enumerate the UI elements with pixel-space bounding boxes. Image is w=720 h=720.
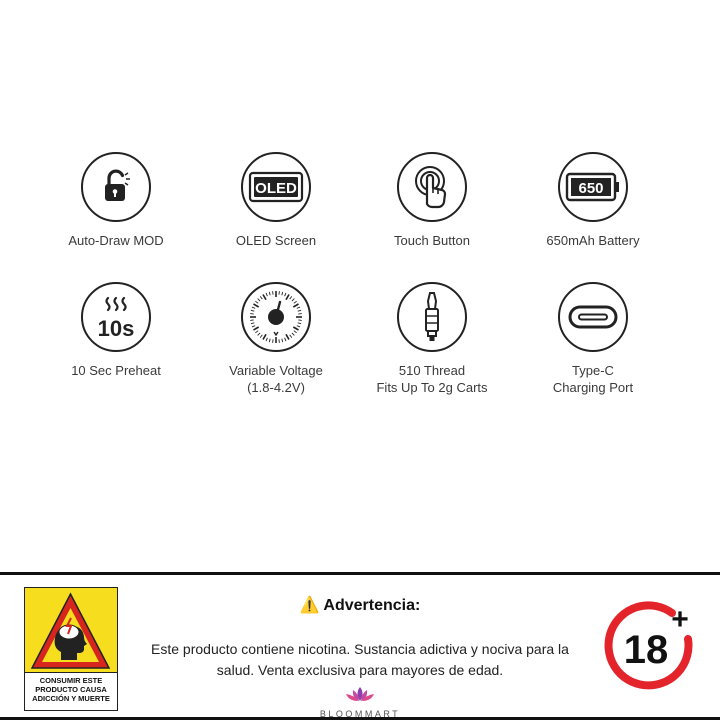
feature-icon-circle: [241, 152, 311, 222]
feature-variable-voltage: [196, 282, 356, 396]
dial-tick: [282, 292, 283, 295]
preheat-text: 10s: [97, 316, 135, 341]
feature-oled-screen: [196, 152, 356, 249]
warning-triangle-icon: ⚠️: [299, 597, 320, 614]
feature-icon-circle: [558, 282, 628, 352]
brand-logo: [300, 685, 420, 719]
dial-tick: [255, 331, 258, 333]
preheat-icon: [91, 292, 141, 342]
dial-tick: [294, 301, 297, 303]
feature-icon-circle: [81, 152, 151, 222]
dial-tick: [251, 323, 254, 324]
dial-tick: [266, 338, 267, 341]
dial-tick: [269, 292, 270, 295]
feature-icon-circle: [81, 282, 151, 352]
dial-tick: [260, 335, 262, 338]
dial-tick: [290, 335, 292, 338]
age-18-plus-badge: [602, 599, 698, 695]
feature-icon-circle: [397, 282, 467, 352]
open-padlock-icon: [96, 167, 136, 207]
feature-label: Auto-Draw MOD: [68, 233, 164, 248]
feature-label: Variable Voltage (1.8-4.2V): [229, 363, 323, 395]
battery-text: 650: [578, 180, 604, 197]
dial-tick: [286, 334, 289, 339]
dial-tick: [252, 326, 255, 327]
dial-tick: [253, 304, 258, 307]
warning-title: ⚠️ Advertencia:: [299, 597, 421, 614]
feature-label: OLED Screen: [235, 233, 317, 248]
feature-preheat: [36, 282, 196, 379]
feature-510-thread: [352, 282, 512, 396]
dial-tick: [255, 301, 258, 303]
dial-tick: [298, 323, 301, 324]
dial-tick: [293, 304, 298, 307]
dial-tick: [298, 310, 301, 311]
dial-tick: [258, 333, 260, 335]
battery-icon: [565, 171, 621, 203]
warning-sign-text: CONSUMIR ESTE PRODUCTO CAUSA ADICCIÓN Y MUERTE: [25, 672, 117, 710]
feature-label: 510 Thread Fits Up To 2g Carts: [376, 363, 488, 395]
dial-tick: [294, 331, 297, 333]
feature-label: 650mAh Battery: [546, 233, 640, 248]
usb-c-port-icon: [567, 304, 619, 330]
feature-icon-circle: [241, 282, 311, 352]
warning-banner: [0, 572, 720, 720]
warning-body: Este producto contiene nicotina. Sustancia adictiva y nociva para la salud. Venta exclusiva para mayores de edad.: [151, 641, 569, 678]
dial-tick: [297, 326, 300, 327]
dial-tick: [263, 294, 266, 299]
feature-icon-circle: [397, 152, 467, 222]
dial-tick: [293, 327, 298, 330]
dial-tick: [286, 294, 289, 299]
age-badge-plus: +: [671, 603, 689, 636]
dial-tick: [285, 293, 286, 296]
dial-tick: [285, 338, 286, 341]
feature-auto-draw: [36, 152, 196, 249]
dial-tick: [252, 307, 255, 308]
oled-screen-icon: [248, 170, 304, 204]
dial-tick: [258, 299, 260, 301]
dial-tick: [297, 307, 300, 308]
dial-tick: [269, 339, 270, 342]
feature-label: Type-C Charging Port: [552, 363, 634, 395]
dial-tick: [266, 293, 267, 296]
feature-touch-button: [352, 152, 512, 249]
dial-tick: [253, 327, 258, 330]
oled-screen-text: OLED: [255, 180, 297, 197]
dial-tick: [263, 334, 266, 339]
dial-tick: [251, 310, 254, 311]
dial-tick: [290, 296, 292, 299]
dial-tick: [260, 296, 262, 299]
cartridge-icon: [412, 289, 452, 345]
dial-tick: [292, 333, 294, 335]
lotus-flower-icon: [342, 685, 378, 703]
brand-name: BLOOMMART: [319, 709, 401, 719]
feature-label: 10 Sec Preheat: [71, 363, 161, 378]
dial-tick: [282, 339, 283, 342]
dial-tick: [292, 299, 294, 301]
voltage-dial-icon: [247, 288, 305, 346]
feature-label: Touch Button: [394, 233, 470, 248]
feature-type-c-port: [513, 282, 673, 396]
age-badge-number: 18: [623, 628, 669, 672]
touch-finger-icon: [410, 164, 454, 210]
feature-battery: [513, 152, 673, 249]
feature-icon-circle: [558, 152, 628, 222]
